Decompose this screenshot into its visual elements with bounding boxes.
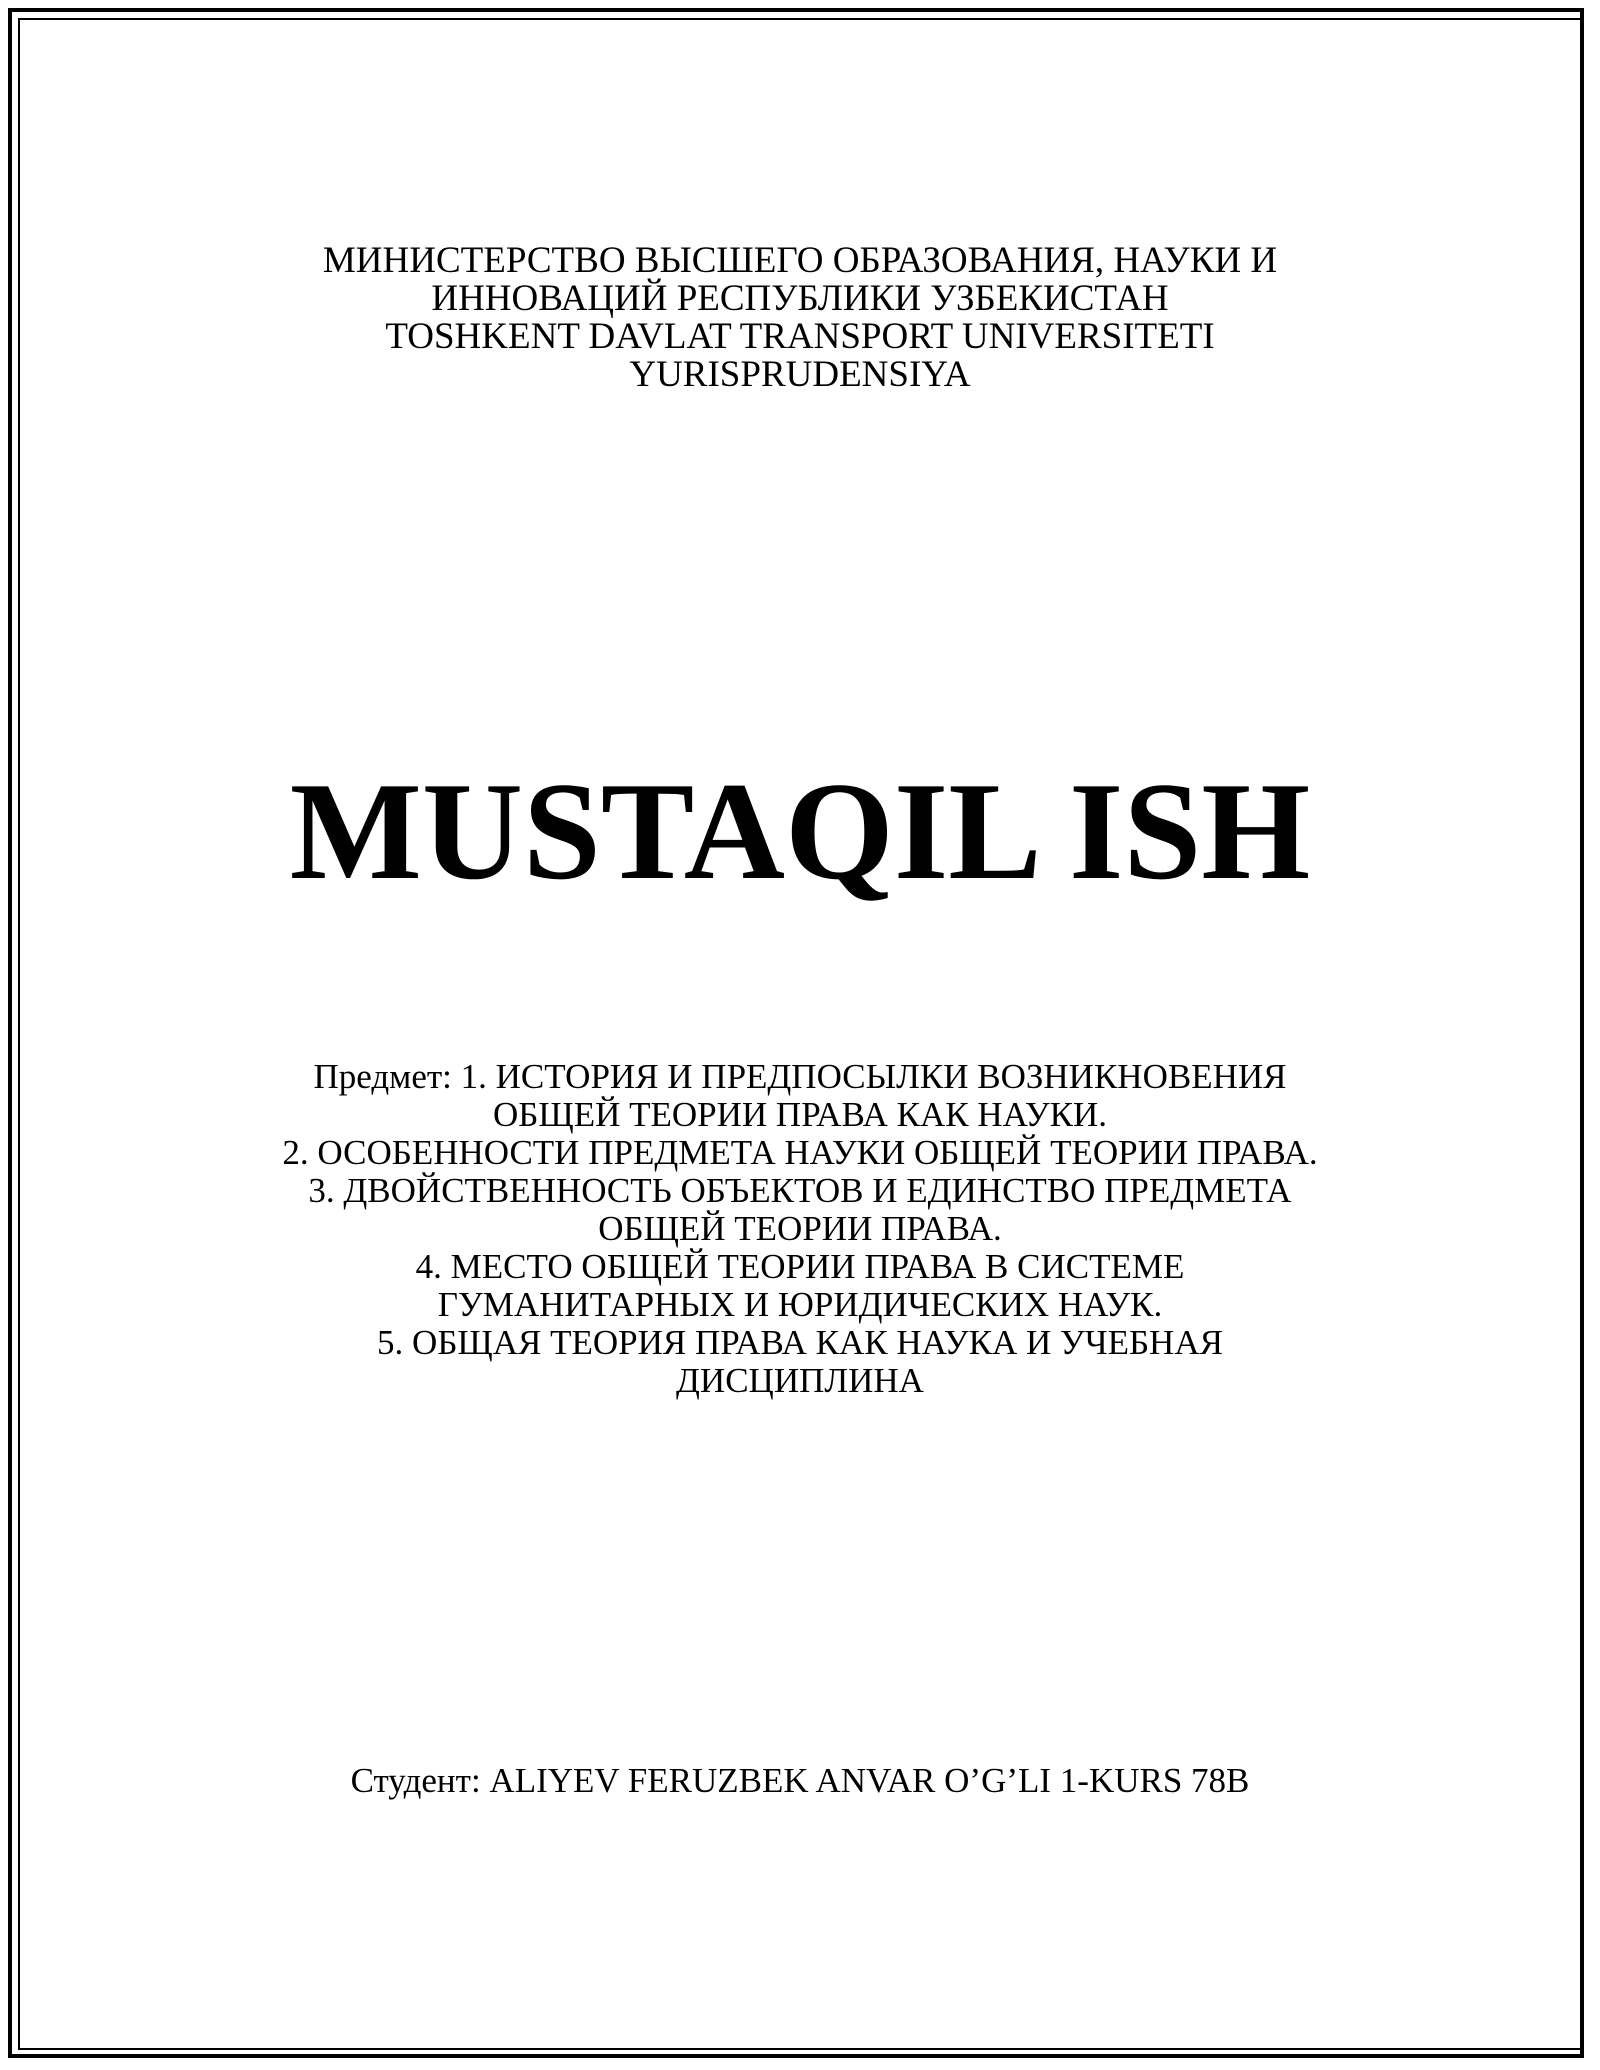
- institution-header: [0, 242, 1600, 394]
- subject-line: ОБЩЕЙ ТЕОРИИ ПРАВА КАК НАУКИ.: [493, 1095, 1107, 1134]
- student-info: Студент: ALIYEV FERUZBEK ANVAR O’G’LI 1-KURS 78B: [350, 1761, 1250, 1800]
- subject-line: Предмет: 1. ИСТОРИЯ И ПРЕДПОСЫЛКИ ВОЗНИКНОВЕНИЯ: [313, 1057, 1287, 1096]
- document-title: MUSTAQIL ISH: [289, 754, 1311, 909]
- subject-line: ДИСЦИПЛИНА: [676, 1361, 924, 1400]
- subject-line: ГУМАНИТАРНЫХ И ЮРИДИЧЕСКИХ НАУК.: [437, 1285, 1163, 1324]
- header-line: YURISPRUDENSIYA: [629, 354, 971, 395]
- header-line: МИНИСТЕРСТВО ВЫСШЕГО ОБРАЗОВАНИЯ, НАУКИ И: [322, 240, 1278, 281]
- header-line: ИННОВАЦИЙ РЕСПУБЛИКИ УЗБЕКИСТАН: [431, 278, 1169, 319]
- subject-line: 4. МЕСТО ОБЩЕЙ ТЕОРИИ ПРАВА В СИСТЕМЕ: [415, 1247, 1185, 1286]
- subject-line: 2. ОСОБЕННОСТИ ПРЕДМЕТА НАУКИ ОБЩЕЙ ТЕОРИИ ПРАВА.: [282, 1133, 1318, 1172]
- subject-line: ОБЩЕЙ ТЕОРИИ ПРАВА.: [598, 1209, 1002, 1248]
- header-line: TOSHKENT DAVLAT TRANSPORT UNIVERSITETI: [385, 316, 1215, 357]
- subject-line: 5. ОБЩАЯ ТЕОРИЯ ПРАВА КАК НАУКА И УЧЕБНАЯ: [377, 1323, 1223, 1362]
- subject-line: 3. ДВОЙСТВЕННОСТЬ ОБЪЕКТОВ И ЕДИНСТВО ПРЕДМЕТА: [308, 1171, 1292, 1210]
- subject-topics: [0, 1058, 1600, 1400]
